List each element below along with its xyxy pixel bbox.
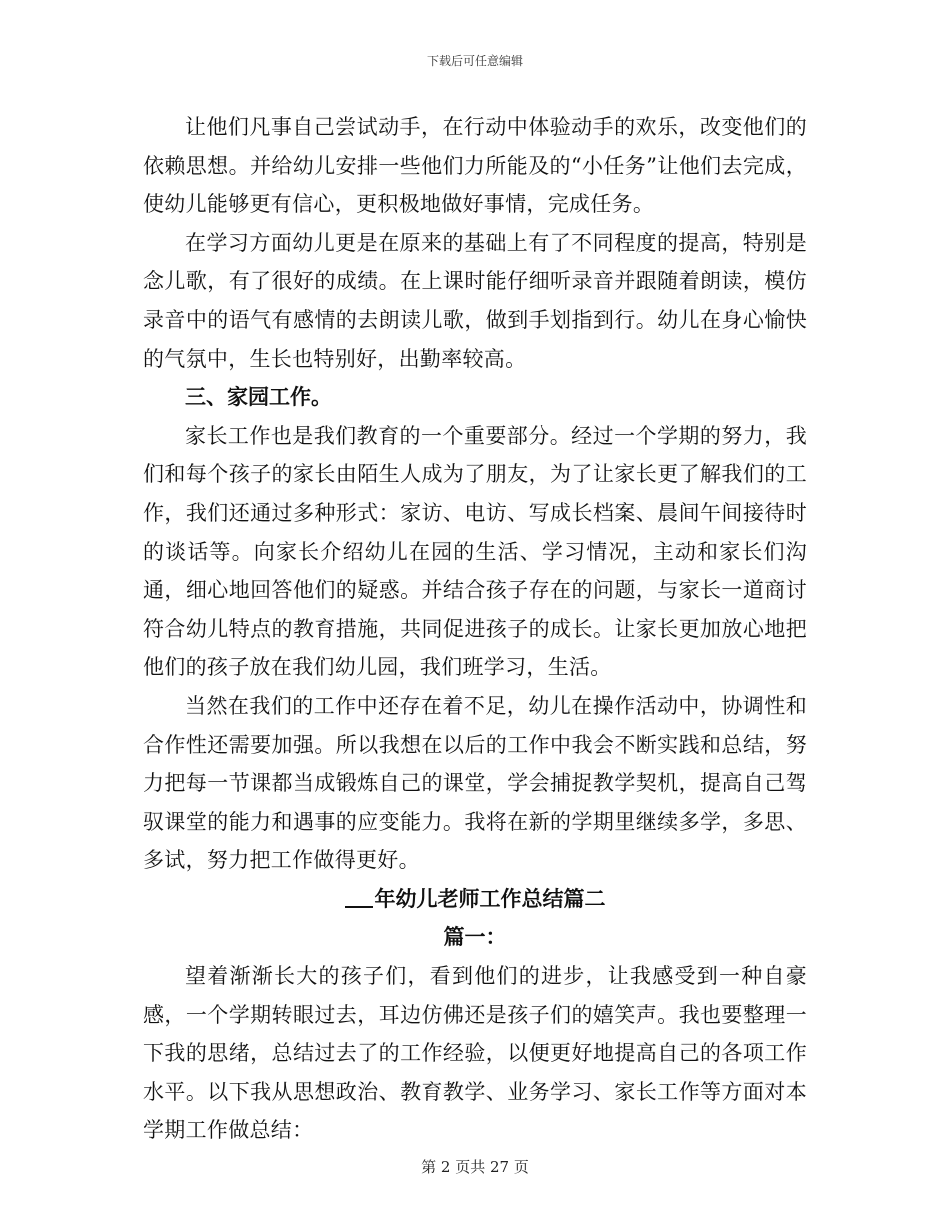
page-footer: 第 2 页共 27 页 [421, 1158, 529, 1176]
document-body [143, 108, 807, 1150]
section-title [143, 880, 807, 919]
section-title-text: 年幼儿老师工作总结篇二 [374, 885, 606, 911]
paragraph-4: 当然在我们的工作中还存在着不足，幼儿在操作活动中，协调性和合作性还需要加强。所以我想在以后的工作中我会不断实践和总结，努力把每一节课都当成锻炼自己的课堂，学会捕捉教学契机，提高自己驾驭课堂的能力和遇事的应变能力。我将在新的学期里继续多学，多思、多试，努力把工作做得更好。 [143, 693, 807, 873]
section-subtitle: 篇一： [443, 924, 507, 950]
paragraph-1: 让他们凡事自己尝试动手，在行动中体验动手的欢乐，改变他们的依赖思想。并给幼儿安排一些他们力所能及的“小任务”让他们去完成，使幼儿能够更有信心，更积极地做好事情，完成任务。 [143, 115, 807, 217]
page-header: 下载后可任意编辑 [426, 54, 523, 68]
title-blank-line [345, 906, 373, 908]
section-heading-home-school: 三、家园工作。 [185, 384, 332, 410]
paragraph-5: 望着渐渐长大的孩子们，看到他们的进步，让我感受到一种自豪感，一个学期转眼过去，耳边仿佛还是孩子们的嬉笑声。我也要整理一下我的思绪，总结过去了的工作经验，以便更好地提高自己的各项工作水平。以下我从思想政治、教育教学、业务学习、家长工作等方面对本学期工作做总结： [143, 964, 807, 1143]
paragraph-2: 在学习方面幼儿更是在原来的基础上有了不同程度的提高，特别是念儿歌，有了很好的成绩。在上课时能仔细听录音并跟随着朗读，模仿录音中的语气有感情的去朗读儿歌，做到手划指到行。幼儿在身心愉快的气氛中，生长也特别好，出勤率较高。 [143, 230, 807, 371]
paragraph-3: 家长工作也是我们教育的一个重要部分。经过一个学期的努力，我们和每个孩子的家长由陌生人成为了朋友，为了让家长更了解我们的工作，我们还通过多种形式：家访、电访、写成长档案、晨间午间接待时的谈话等。向家长介绍幼儿在园的生活、学习情况，主动和家长们沟通，细心地回答他们的疑惑。并结合孩子存在的问题，与家长一道商讨符合幼儿特点的教育措施，共同促进孩子的成长。让家长更加放心地把他们的孩子放在我们幼儿园，我们班学习，生活。 [143, 423, 807, 680]
